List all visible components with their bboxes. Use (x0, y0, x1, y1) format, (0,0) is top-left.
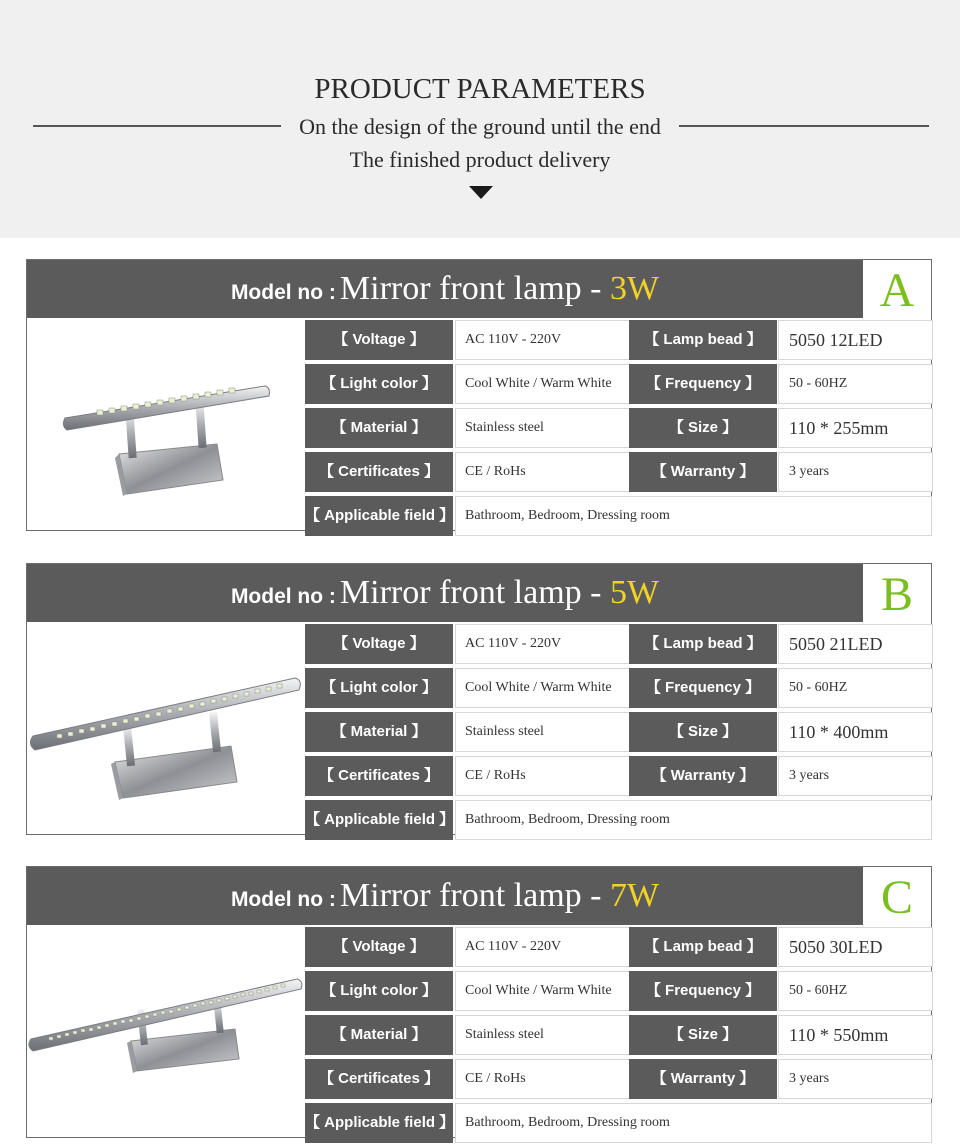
model-watt: 3W (609, 270, 660, 307)
model-watt: 5W (609, 574, 660, 611)
spec-row (305, 362, 931, 404)
model-letter-box (863, 260, 931, 318)
model-letter: B (880, 568, 913, 621)
size-label: 【 Size 】 (629, 712, 777, 752)
size-label: 【 Size 】 (629, 408, 777, 448)
spec-row (305, 754, 931, 796)
spec-row (305, 318, 931, 360)
size-value: 110 * 550mm (778, 1015, 933, 1055)
spec-row (305, 622, 931, 664)
warranty-label: 【 Warranty 】 (629, 452, 777, 492)
material-value: Stainless steel (455, 408, 638, 448)
model-panel-b (26, 563, 932, 835)
model-title-bar (27, 564, 863, 622)
applicable-field-value: Bathroom, Bedroom, Dressing room (455, 800, 932, 840)
certificates-label: 【 Certificates 】 (305, 452, 453, 492)
model-prefix: Model no : (230, 888, 336, 911)
voltage-value: AC 110V - 220V (455, 320, 638, 360)
model-prefix: Model no : (230, 585, 336, 608)
spec-table (305, 925, 931, 1137)
voltage-label: 【 Voltage 】 (305, 320, 453, 360)
spec-row (305, 406, 931, 448)
certificates-label: 【 Certificates 】 (305, 1059, 453, 1099)
lamp-bead-label: 【 Lamp bead 】 (629, 320, 777, 360)
spec-row (305, 969, 931, 1011)
certificates-value: CE / RoHs (455, 756, 638, 796)
frequency-value: 50 - 60HZ (778, 364, 933, 404)
header-banner (0, 0, 960, 238)
model-letter: A (879, 264, 915, 317)
size-value: 110 * 400mm (778, 712, 933, 752)
certificates-label: 【 Certificates 】 (305, 756, 453, 796)
spec-row (305, 798, 931, 840)
warranty-value: 3 years (778, 1059, 933, 1099)
voltage-label: 【 Voltage 】 (305, 624, 453, 664)
applicable-field-label: 【 Applicable field 】 (305, 1103, 453, 1143)
model-name: Mirror front lamp - (339, 574, 610, 611)
model-panel-c (26, 866, 932, 1138)
voltage-value: AC 110V - 220V (455, 624, 638, 664)
lamp-bead-label: 【 Lamp bead 】 (629, 624, 777, 664)
spec-table (305, 622, 931, 834)
warranty-value: 3 years (778, 452, 933, 492)
subtitle-line-1: On the design of the ground until the end (299, 114, 661, 139)
spec-row (305, 710, 931, 752)
material-label: 【 Material 】 (305, 1015, 453, 1055)
warranty-label: 【 Warranty 】 (629, 756, 777, 796)
frequency-value: 50 - 60HZ (778, 668, 933, 708)
spec-row (305, 925, 931, 967)
voltage-label: 【 Voltage 】 (305, 927, 453, 967)
mirror-lamp-medium-icon (27, 622, 305, 834)
product-image (27, 925, 305, 1137)
light-color-value: Cool White / Warm White (455, 364, 638, 404)
frequency-label: 【 Frequency 】 (629, 364, 777, 404)
applicable-field-value: Bathroom, Bedroom, Dressing room (455, 496, 932, 536)
model-panel-a (26, 259, 932, 531)
light-color-label: 【 Light color 】 (305, 971, 453, 1011)
light-color-label: 【 Light color 】 (305, 364, 453, 404)
warranty-label: 【 Warranty 】 (629, 1059, 777, 1099)
mirror-lamp-long-icon (27, 925, 305, 1137)
lamp-bead-value: 5050 21LED (778, 624, 933, 664)
frequency-value: 50 - 60HZ (778, 971, 933, 1011)
applicable-field-value: Bathroom, Bedroom, Dressing room (455, 1103, 932, 1143)
material-label: 【 Material 】 (305, 712, 453, 752)
lamp-bead-label: 【 Lamp bead 】 (629, 927, 777, 967)
lamp-bead-value: 5050 30LED (778, 927, 933, 967)
model-title-bar (27, 867, 863, 925)
frequency-label: 【 Frequency 】 (629, 971, 777, 1011)
material-label: 【 Material 】 (305, 408, 453, 448)
material-value: Stainless steel (455, 712, 638, 752)
model-letter-box (863, 867, 931, 925)
model-name: Mirror front lamp - (339, 270, 610, 307)
spec-row (305, 1101, 931, 1143)
model-letter: C (880, 871, 913, 924)
voltage-value: AC 110V - 220V (455, 927, 638, 967)
mirror-lamp-short-icon (27, 318, 305, 530)
applicable-field-label: 【 Applicable field 】 (305, 800, 453, 840)
model-watt: 7W (609, 877, 660, 914)
spec-row (305, 666, 931, 708)
model-prefix: Model no : (230, 281, 336, 304)
product-image (27, 622, 305, 834)
spec-row (305, 494, 931, 536)
subtitle-line-2: The finished product delivery (349, 147, 611, 172)
model-name: Mirror front lamp - (339, 877, 610, 914)
model-title-bar (27, 260, 863, 318)
certificates-value: CE / RoHs (455, 452, 638, 492)
product-image (27, 318, 305, 530)
spec-table (305, 318, 931, 530)
spec-row (305, 1013, 931, 1055)
light-color-value: Cool White / Warm White (455, 971, 638, 1011)
model-letter-box (863, 564, 931, 622)
page-title: PRODUCT PARAMETERS (314, 73, 646, 105)
light-color-value: Cool White / Warm White (455, 668, 638, 708)
material-value: Stainless steel (455, 1015, 638, 1055)
warranty-value: 3 years (778, 756, 933, 796)
frequency-label: 【 Frequency 】 (629, 668, 777, 708)
down-arrow-icon (469, 186, 493, 199)
applicable-field-label: 【 Applicable field 】 (305, 496, 453, 536)
spec-row (305, 450, 931, 492)
spec-row (305, 1057, 931, 1099)
size-label: 【 Size 】 (629, 1015, 777, 1055)
lamp-bead-value: 5050 12LED (778, 320, 933, 360)
certificates-value: CE / RoHs (455, 1059, 638, 1099)
size-value: 110 * 255mm (778, 408, 933, 448)
light-color-label: 【 Light color 】 (305, 668, 453, 708)
